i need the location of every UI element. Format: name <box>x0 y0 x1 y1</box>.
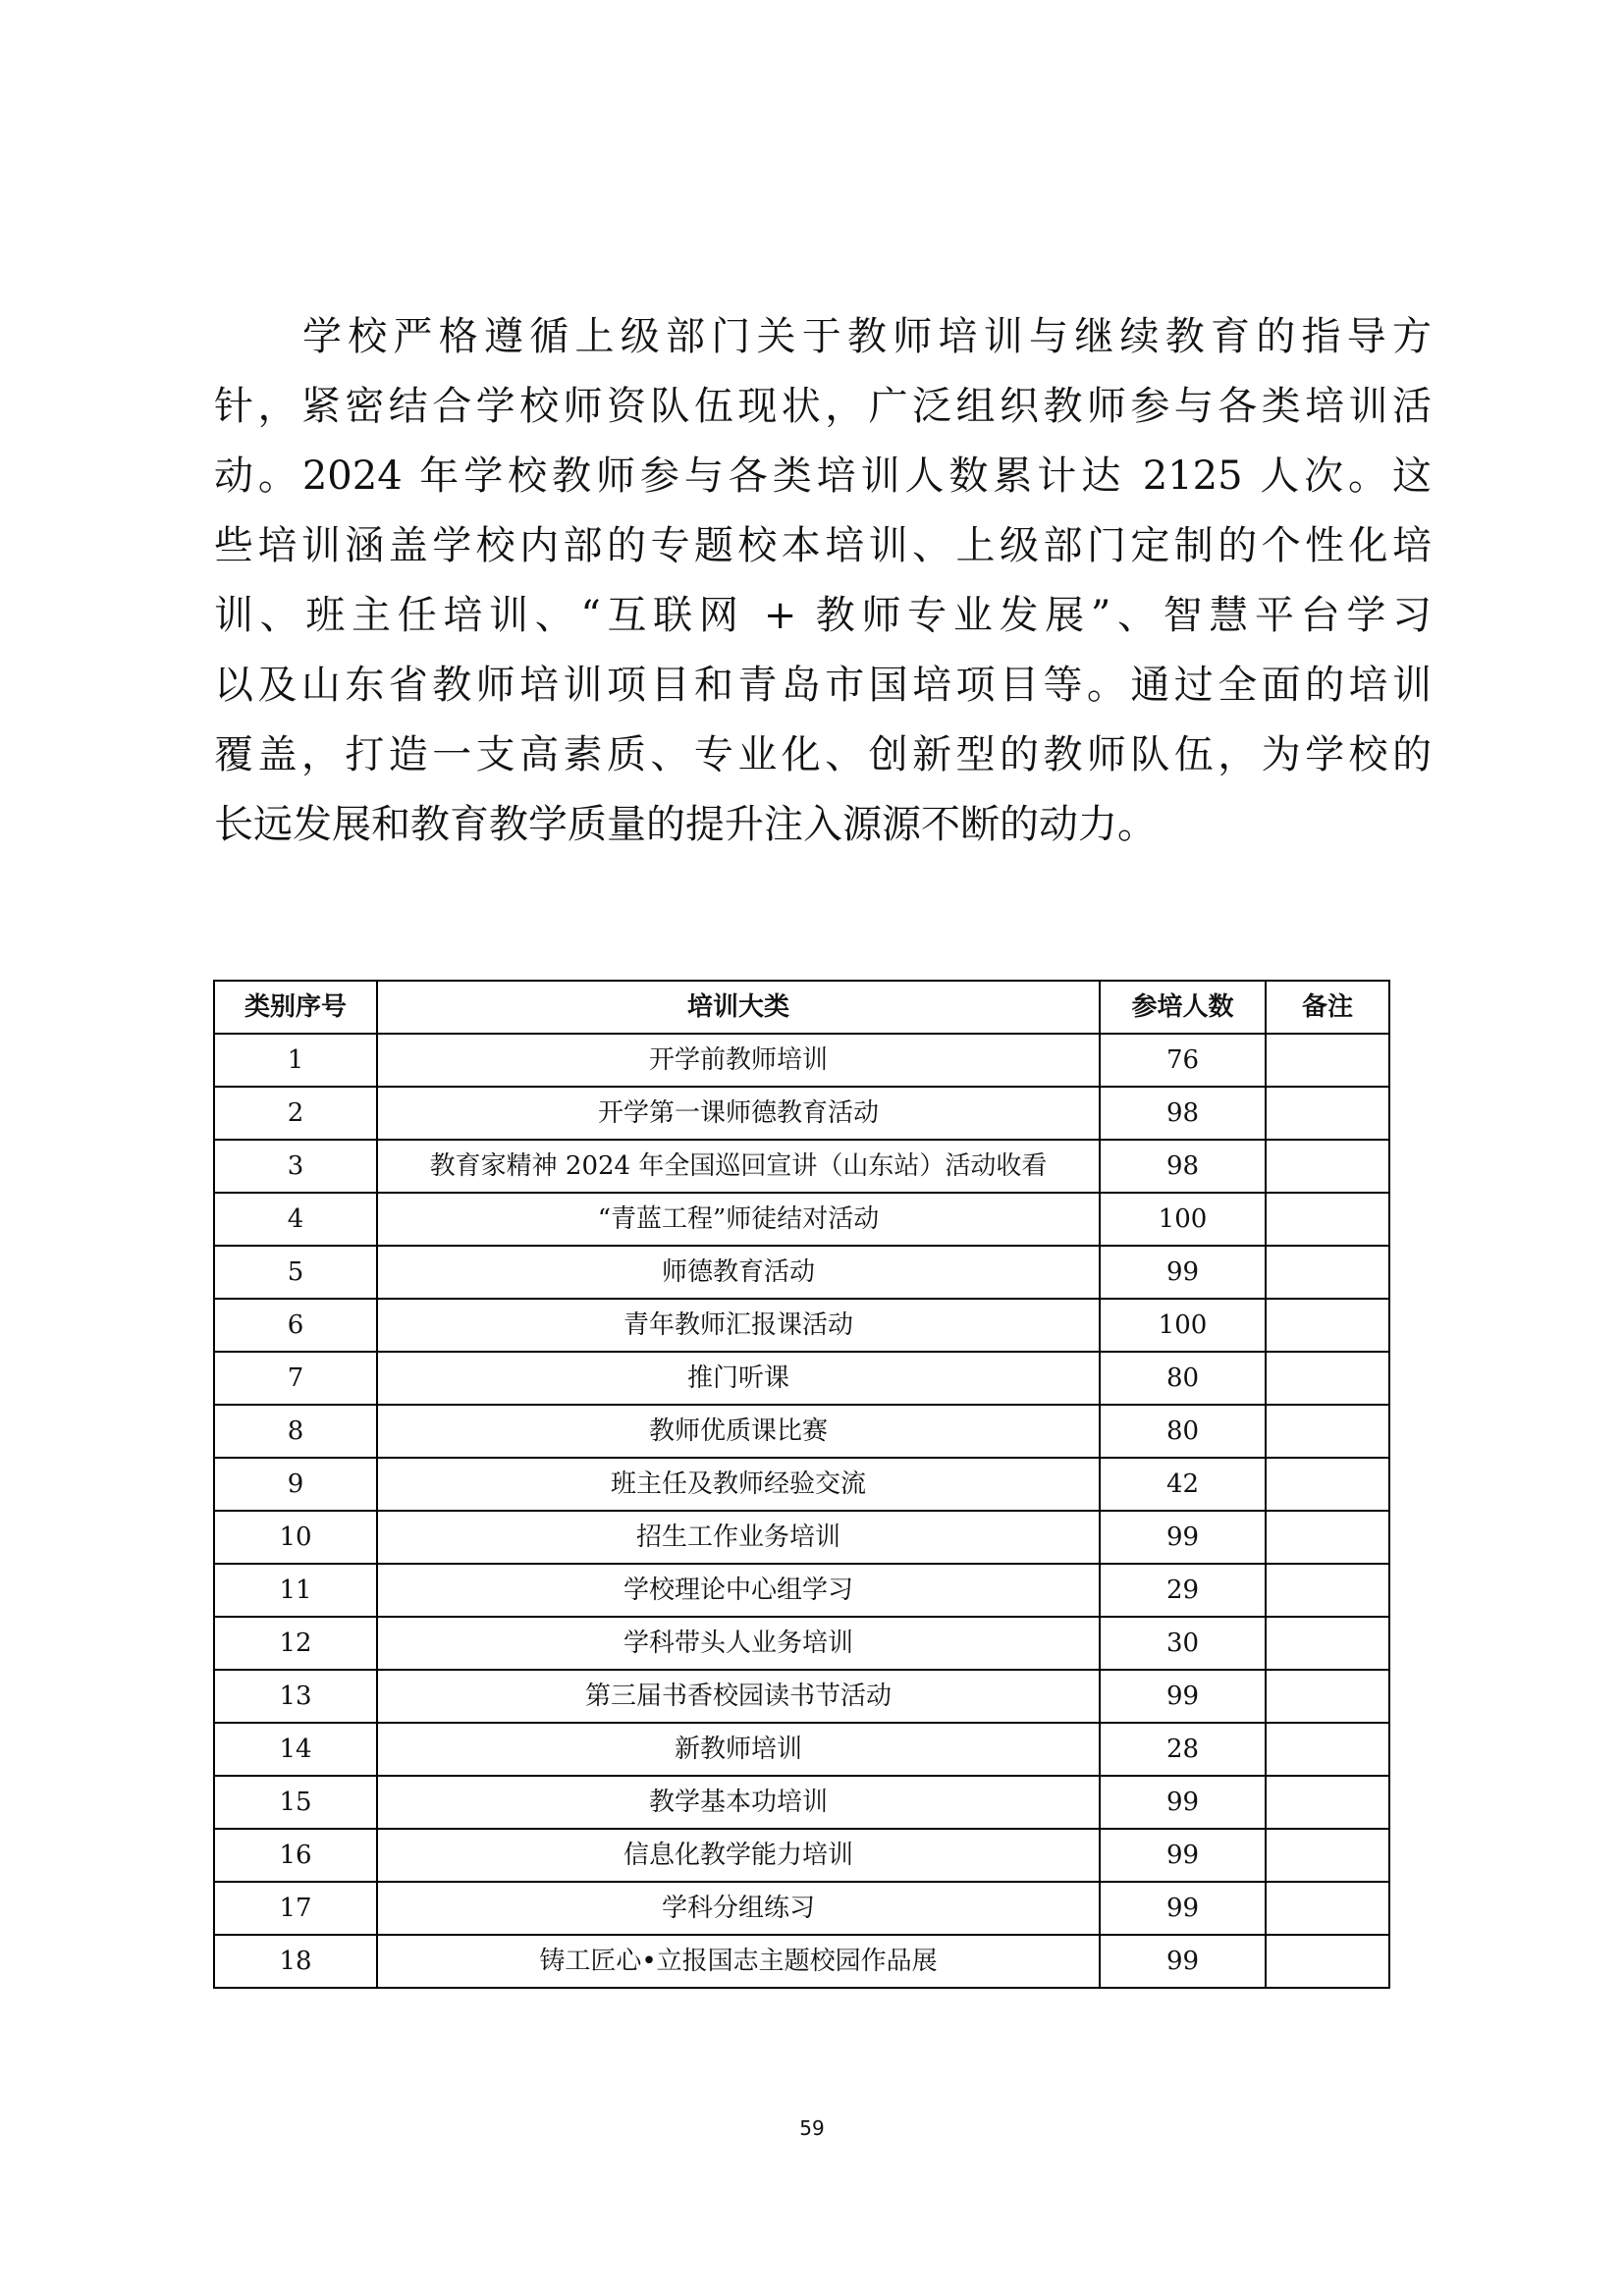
cell-remarks <box>1266 1617 1389 1670</box>
table-row <box>214 1087 1389 1140</box>
header-participants: 参培人数 <box>1100 981 1266 1034</box>
cell-participants: 29 <box>1100 1564 1266 1617</box>
table-row <box>214 1299 1389 1352</box>
table-row <box>214 1511 1389 1564</box>
cell-participants: 98 <box>1100 1140 1266 1193</box>
cell-participants: 99 <box>1100 1511 1266 1564</box>
cell-category-no: 15 <box>214 1776 377 1829</box>
cell-category-no: 10 <box>214 1511 377 1564</box>
paragraph-line: 以及山东省教师培训项目和青岛市国培项目等。通过全面的培训 <box>214 663 1432 708</box>
cell-category: 教育家精神 2024 年全国巡回宣讲（山东站）活动收看 <box>377 1140 1100 1193</box>
table-row <box>214 1617 1389 1670</box>
header-category-no: 类别序号 <box>214 981 377 1034</box>
cell-participants: 99 <box>1100 1935 1266 1988</box>
table-row <box>214 1246 1389 1299</box>
cell-remarks <box>1266 1087 1389 1140</box>
cell-remarks <box>1266 1829 1389 1882</box>
cell-category: 第三届书香校园读书节活动 <box>377 1670 1100 1723</box>
cell-category-no: 3 <box>214 1140 377 1193</box>
cell-category: 班主任及教师经验交流 <box>377 1458 1100 1511</box>
cell-category-no: 18 <box>214 1935 377 1988</box>
cell-participants: 99 <box>1100 1882 1266 1935</box>
cell-participants: 99 <box>1100 1246 1266 1299</box>
cell-category: 青年教师汇报课活动 <box>377 1299 1100 1352</box>
paragraph-line: 动。2024 年学校教师参与各类培训人数累计达 2125 人次。这 <box>214 454 1432 499</box>
cell-category-no: 7 <box>214 1352 377 1405</box>
cell-participants: 99 <box>1100 1670 1266 1723</box>
table-row <box>214 1935 1389 1988</box>
cell-category: 学科带头人业务培训 <box>377 1617 1100 1670</box>
header-category: 培训大类 <box>377 981 1100 1034</box>
cell-remarks <box>1266 1352 1389 1405</box>
cell-category-no: 13 <box>214 1670 377 1723</box>
cell-remarks <box>1266 1034 1389 1087</box>
paragraph-line: 训、班主任培训、“互联网 + 教师专业发展”、智慧平台学习 <box>214 593 1432 638</box>
cell-category-no: 5 <box>214 1246 377 1299</box>
cell-category: 招生工作业务培训 <box>377 1511 1100 1564</box>
cell-category: 开学前教师培训 <box>377 1034 1100 1087</box>
cell-remarks <box>1266 1193 1389 1246</box>
paragraph-line: 覆盖，打造一支高素质、专业化、创新型的教师队伍，为学校的 <box>214 732 1432 777</box>
paragraph-line: 些培训涵盖学校内部的专题校本培训、上级部门定制的个性化培 <box>214 523 1432 568</box>
cell-category: 教师优质课比赛 <box>377 1405 1100 1458</box>
cell-category: “青蓝工程”师徒结对活动 <box>377 1193 1100 1246</box>
cell-category-no: 11 <box>214 1564 377 1617</box>
cell-remarks <box>1266 1935 1389 1988</box>
table-body <box>214 1034 1389 1988</box>
cell-category: 学科分组练习 <box>377 1882 1100 1935</box>
cell-category-no: 1 <box>214 1034 377 1087</box>
cell-participants: 99 <box>1100 1829 1266 1882</box>
cell-participants: 28 <box>1100 1723 1266 1776</box>
table-row <box>214 1723 1389 1776</box>
table-row <box>214 1140 1389 1193</box>
cell-category-no: 2 <box>214 1087 377 1140</box>
paragraph-line: 学校严格遵循上级部门关于教师培训与继续教育的指导方 <box>302 314 1432 359</box>
table-row <box>214 1405 1389 1458</box>
cell-remarks <box>1266 1882 1389 1935</box>
cell-participants: 80 <box>1100 1352 1266 1405</box>
cell-participants: 99 <box>1100 1776 1266 1829</box>
paragraph-line: 长远发展和教育教学质量的提升注入源源不断的动力。 <box>214 802 1157 847</box>
cell-remarks <box>1266 1723 1389 1776</box>
cell-category-no: 6 <box>214 1299 377 1352</box>
cell-participants: 100 <box>1100 1193 1266 1246</box>
cell-category-no: 9 <box>214 1458 377 1511</box>
table-header-row <box>214 981 1389 1034</box>
table-row <box>214 1882 1389 1935</box>
cell-category: 教学基本功培训 <box>377 1776 1100 1829</box>
cell-remarks <box>1266 1299 1389 1352</box>
cell-category: 信息化教学能力培训 <box>377 1829 1100 1882</box>
cell-remarks <box>1266 1511 1389 1564</box>
cell-participants: 98 <box>1100 1087 1266 1140</box>
cell-participants: 30 <box>1100 1617 1266 1670</box>
cell-remarks <box>1266 1246 1389 1299</box>
table-row <box>214 1776 1389 1829</box>
cell-participants: 42 <box>1100 1458 1266 1511</box>
cell-category-no: 4 <box>214 1193 377 1246</box>
cell-category: 师德教育活动 <box>377 1246 1100 1299</box>
cell-category-no: 16 <box>214 1829 377 1882</box>
cell-category: 新教师培训 <box>377 1723 1100 1776</box>
cell-remarks <box>1266 1776 1389 1829</box>
cell-category: 铸工匠心•立报国志主题校园作品展 <box>377 1935 1100 1988</box>
cell-category: 推门听课 <box>377 1352 1100 1405</box>
cell-category-no: 12 <box>214 1617 377 1670</box>
cell-participants: 76 <box>1100 1034 1266 1087</box>
cell-remarks <box>1266 1564 1389 1617</box>
cell-participants: 80 <box>1100 1405 1266 1458</box>
cell-category: 学校理论中心组学习 <box>377 1564 1100 1617</box>
cell-remarks <box>1266 1458 1389 1511</box>
table-row <box>214 1193 1389 1246</box>
table-row <box>214 1352 1389 1405</box>
intro-paragraph <box>214 302 1432 860</box>
cell-remarks <box>1266 1140 1389 1193</box>
cell-participants: 100 <box>1100 1299 1266 1352</box>
header-remarks: 备注 <box>1266 981 1389 1034</box>
table-row <box>214 1829 1389 1882</box>
table-row <box>214 1564 1389 1617</box>
table-row <box>214 1458 1389 1511</box>
cell-category-no: 14 <box>214 1723 377 1776</box>
table-row <box>214 1670 1389 1723</box>
training-table <box>213 980 1390 1989</box>
cell-remarks <box>1266 1405 1389 1458</box>
table-row <box>214 1034 1389 1087</box>
cell-remarks <box>1266 1670 1389 1723</box>
cell-category: 开学第一课师德教育活动 <box>377 1087 1100 1140</box>
cell-category-no: 8 <box>214 1405 377 1458</box>
paragraph-line: 针，紧密结合学校师资队伍现状，广泛组织教师参与各类培训活 <box>214 384 1432 429</box>
cell-category-no: 17 <box>214 1882 377 1935</box>
page-number: 59 <box>799 2116 825 2140</box>
